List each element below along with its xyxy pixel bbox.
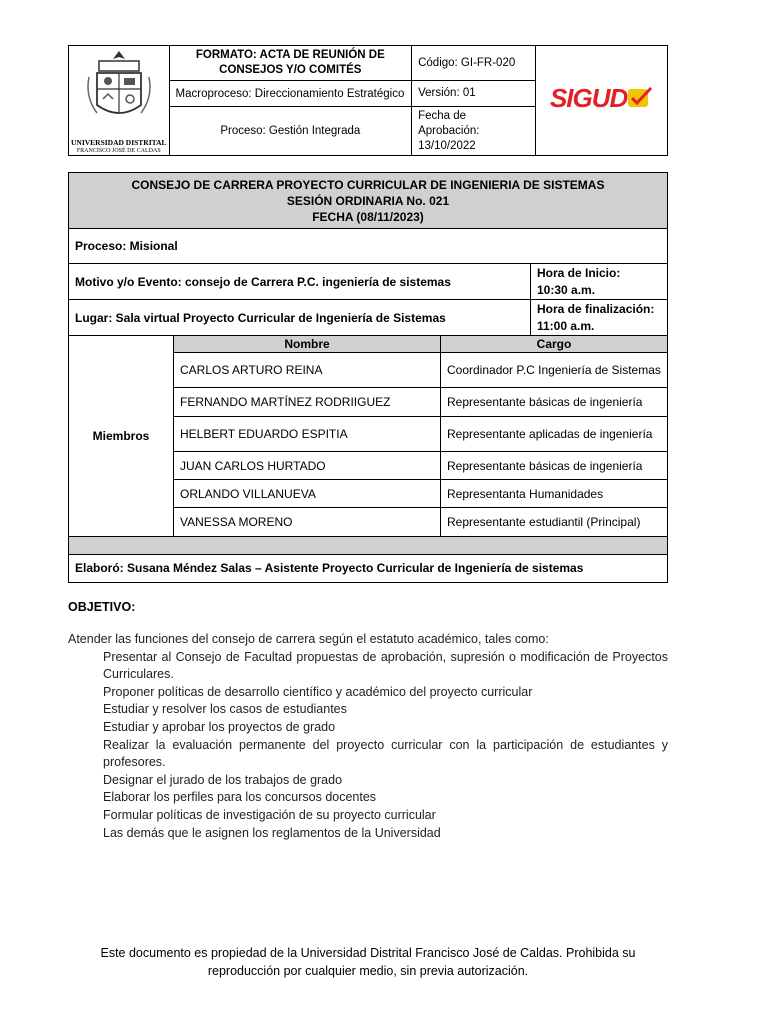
member-role: Representante básicas de ingeniería [441,388,668,417]
document-version: Versión: 01 [412,81,536,107]
session-title-line3: FECHA (08/11/2023) [312,209,424,224]
member-name: ORLANDO VILLANUEVA [174,480,441,508]
member-role: Representante aplicadas de ingeniería [441,417,668,452]
list-item: Designar el jurado de los trabajos de grado [103,772,343,787]
session-process: Proceso: Misional [69,229,668,264]
end-time-value: 11:00 a.m. [537,318,595,333]
members-label: Miembros [69,336,174,537]
member-name: VANESSA MORENO [174,508,441,536]
member-role: Coordinador P.C Ingeniería de Sistemas [441,353,668,388]
footer-line1: Este documento es propiedad de la Universidad Distrital Francisco José de Caldas. Prohibida su [100,946,636,960]
footer-notice [68,944,668,980]
list-item: Estudiar y resolver los casos de estudiantes [103,702,347,717]
member-name: HELBERT EDUARDO ESPITIA [174,417,441,452]
session-title [69,173,668,229]
session-motivo: Motivo y/o Evento: consejo de Carrera P.C. ingeniería de sistemas [69,264,531,300]
session-title-line2: SESIÓN ORDINARIA No. 021 [286,193,450,208]
approval-date-label: Fecha de Aprobación: [418,109,480,137]
member-role: Representanta Humanidades [441,480,668,508]
objetivo-body [68,631,668,842]
format-title: FORMATO: ACTA DE REUNIÓN DE CONSEJOS Y/O COMITÉS [169,46,412,81]
objetivo-heading: OBJETIVO: [68,600,136,614]
start-time-label: Hora de Inicio: [537,265,621,280]
list-item: Realizar la evaluación permanente del proyecto curricular con la participación de estudiantes y profesores. [103,737,668,770]
end-time [531,300,668,336]
check-icon [627,86,653,110]
member-name: FERNANDO MARTÍNEZ RODRIIGUEZ [174,388,441,417]
end-time-label: Hora de finalización: [537,301,655,316]
list-item: Las demás que le asignen los reglamentos de la Universidad [103,825,441,840]
member-name: CARLOS ARTURO REINA [174,353,441,388]
functions-list [68,649,668,843]
proceso: Proceso: Gestión Integrada [169,107,412,156]
member-name: JUAN CARLOS HURTADO [174,452,441,480]
elaborated-by: Elaboró: Susana Méndez Salas – Asistente Proyecto Curricular de Ingeniería de sistemas [69,554,668,582]
gray-separator [69,536,668,554]
member-role: Representante básicas de ingeniería [441,452,668,480]
university-name-line1: UNIVERSIDAD DISTRITAL [71,137,167,147]
approval-date [412,107,536,156]
university-name-line2: FRANCISCO JOSÉ DE CALDAS [76,147,161,154]
members-cell [174,336,668,537]
macroproceso: Macroproceso: Direccionamiento Estratégico [169,81,412,107]
column-header-cargo: Cargo [441,336,668,353]
list-item: Formular políticas de investigación de su proyecto curricular [103,807,436,822]
objetivo-intro: Atender las funciones del consejo de carrera según el estatuto académico, tales como: [68,632,549,646]
header-table [68,45,668,156]
list-item: Presentar al Consejo de Facultad propuestas de aprobación, supresión o modificación de Proyectos Curriculares. [103,649,668,682]
list-item: Estudiar y aprobar los proyectos de grado [103,719,336,734]
footer-line2: reproducción por cualquier medio, sin previa autorización. [207,964,529,978]
list-item: Proponer políticas de desarrollo científico y académico del proyecto curricular [103,684,533,699]
document-code: Código: GI-FR-020 [412,46,536,81]
list-item: Elaborar los perfiles para los concursos docentes [103,790,377,805]
column-header-nombre: Nombre [174,336,441,353]
start-time-value: 10:30 a.m. [537,282,596,297]
start-time [531,264,668,300]
session-table [68,172,668,583]
university-logo-cell [69,46,170,156]
approval-date-value: 13/10/2022 [418,139,476,152]
sigud-logo-cell [536,46,668,156]
university-seal-icon [79,47,159,143]
session-lugar: Lugar: Sala virtual Proyecto Curricular de Ingeniería de Sistemas [69,300,531,336]
member-role: Representante estudiantil (Principal) [441,508,668,536]
sigud-logo-text: SIGUD [549,83,628,113]
session-title-line1: CONSEJO DE CARRERA PROYECTO CURRICULAR DE INGENIERIA DE SISTEMAS [131,177,605,192]
members-table [174,336,667,536]
